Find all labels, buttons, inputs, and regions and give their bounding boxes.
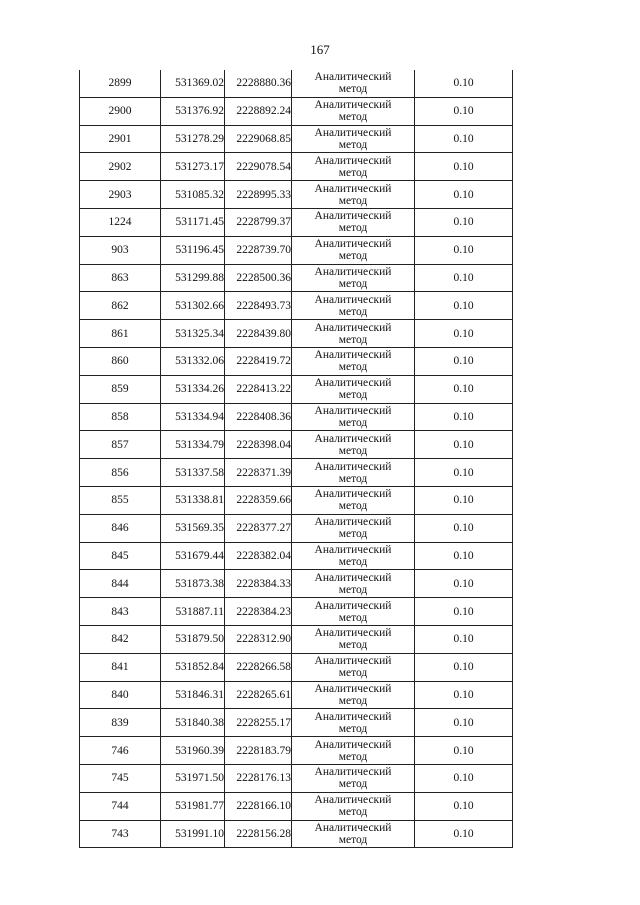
y-coordinate-cell: 2228419.72 — [225, 347, 292, 375]
method-label-line1: Аналитический — [314, 238, 392, 251]
x-coordinate-cell: 531338.81 — [161, 486, 225, 514]
method-label-line1: Аналитический — [314, 599, 392, 612]
x-coordinate-cell: 531873.38 — [161, 570, 225, 598]
method-cell — [292, 542, 415, 570]
y-coordinate-cell: 2228880.36 — [225, 70, 292, 97]
y-coordinate-cell: 2229078.54 — [225, 153, 292, 181]
error-value-cell: 0.10 — [415, 542, 513, 570]
x-coordinate-cell: 531171.45 — [161, 208, 225, 236]
point-number-cell: 856 — [80, 459, 161, 487]
x-coordinate-cell: 531334.79 — [161, 431, 225, 459]
method-cell — [292, 764, 415, 792]
method-label-line1: Аналитический — [314, 71, 392, 84]
table-row — [80, 375, 513, 403]
method-label-line1: Аналитический — [314, 321, 392, 334]
method-label-line2: метод — [338, 639, 368, 652]
method-label-line1: Аналитический — [314, 738, 392, 751]
point-number-cell: 1224 — [80, 208, 161, 236]
point-number-cell: 839 — [80, 709, 161, 737]
method-label-line2: метод — [338, 138, 368, 151]
table-row — [80, 459, 513, 487]
x-coordinate-cell: 531960.39 — [161, 737, 225, 765]
method-cell — [292, 292, 415, 320]
y-coordinate-cell: 2228384.33 — [225, 570, 292, 598]
table-row — [80, 125, 513, 153]
table-row — [80, 153, 513, 181]
error-value-cell: 0.10 — [415, 208, 513, 236]
point-number-cell: 2901 — [80, 125, 161, 153]
method-label-line1: Аналитический — [314, 432, 392, 445]
method-label-line2: метод — [338, 694, 368, 707]
error-value-cell: 0.10 — [415, 570, 513, 598]
table-row — [80, 347, 513, 375]
x-coordinate-cell: 531887.11 — [161, 598, 225, 626]
method-cell — [292, 70, 415, 97]
table-row — [80, 181, 513, 209]
table-row — [80, 625, 513, 653]
y-coordinate-cell: 2228799.37 — [225, 208, 292, 236]
y-coordinate-cell: 2228439.80 — [225, 320, 292, 348]
method-cell — [292, 403, 415, 431]
method-label-line2: метод — [338, 444, 368, 457]
x-coordinate-cell: 531334.26 — [161, 375, 225, 403]
method-label-line2: метод — [338, 611, 368, 624]
point-number-cell: 2899 — [80, 70, 161, 97]
x-coordinate-cell: 531369.02 — [161, 70, 225, 97]
method-label-line1: Аналитический — [314, 404, 392, 417]
error-value-cell: 0.10 — [415, 375, 513, 403]
method-label-line1: Аналитический — [314, 821, 392, 834]
error-value-cell: 0.10 — [415, 598, 513, 626]
table-row — [80, 764, 513, 792]
point-number-cell: 746 — [80, 737, 161, 765]
point-number-cell: 855 — [80, 486, 161, 514]
error-value-cell: 0.10 — [415, 403, 513, 431]
error-value-cell: 0.10 — [415, 236, 513, 264]
y-coordinate-cell: 2228359.66 — [225, 486, 292, 514]
x-coordinate-cell: 531981.77 — [161, 792, 225, 820]
method-cell — [292, 681, 415, 709]
error-value-cell: 0.10 — [415, 153, 513, 181]
point-number-cell: 858 — [80, 403, 161, 431]
point-number-cell: 845 — [80, 542, 161, 570]
x-coordinate-cell: 531337.58 — [161, 459, 225, 487]
method-label-line1: Аналитический — [314, 516, 392, 529]
coordinates-table — [79, 70, 513, 848]
error-value-cell: 0.10 — [415, 737, 513, 765]
error-value-cell: 0.10 — [415, 264, 513, 292]
y-coordinate-cell: 2228408.36 — [225, 403, 292, 431]
point-number-cell: 843 — [80, 598, 161, 626]
y-coordinate-cell: 2228176.13 — [225, 764, 292, 792]
y-coordinate-cell: 2228739.70 — [225, 236, 292, 264]
error-value-cell: 0.10 — [415, 625, 513, 653]
method-cell — [292, 653, 415, 681]
method-label-line1: Аналитический — [314, 794, 392, 807]
x-coordinate-cell: 531840.38 — [161, 709, 225, 737]
method-label-line1: Аналитический — [314, 682, 392, 695]
method-label-line2: метод — [338, 361, 368, 374]
error-value-cell: 0.10 — [415, 820, 513, 848]
error-value-cell: 0.10 — [415, 347, 513, 375]
table-row — [80, 514, 513, 542]
error-value-cell: 0.10 — [415, 709, 513, 737]
table-row — [80, 97, 513, 125]
table-row — [80, 208, 513, 236]
error-value-cell: 0.10 — [415, 181, 513, 209]
y-coordinate-cell: 2228892.24 — [225, 97, 292, 125]
y-coordinate-cell: 2228382.04 — [225, 542, 292, 570]
table-row — [80, 403, 513, 431]
x-coordinate-cell: 531334.94 — [161, 403, 225, 431]
method-label-line2: метод — [338, 250, 368, 263]
table-row — [80, 542, 513, 570]
method-label-line2: метод — [338, 222, 368, 235]
method-label-line1: Аналитический — [314, 377, 392, 390]
method-cell — [292, 431, 415, 459]
method-label-line2: метод — [338, 806, 368, 819]
method-cell — [292, 737, 415, 765]
method-label-line2: метод — [338, 750, 368, 763]
method-label-line2: метод — [338, 389, 368, 402]
error-value-cell: 0.10 — [415, 514, 513, 542]
y-coordinate-cell: 2228377.27 — [225, 514, 292, 542]
x-coordinate-cell: 531325.34 — [161, 320, 225, 348]
method-label-line2: метод — [338, 111, 368, 124]
method-label-line2: метод — [338, 667, 368, 680]
y-coordinate-cell: 2228398.04 — [225, 431, 292, 459]
method-cell — [292, 236, 415, 264]
point-number-cell: 2903 — [80, 181, 161, 209]
method-label-line2: метод — [338, 833, 368, 846]
method-label-line1: Аналитический — [314, 182, 392, 195]
method-label-line2: метод — [338, 472, 368, 485]
error-value-cell: 0.10 — [415, 486, 513, 514]
method-label-line1: Аналитический — [314, 293, 392, 306]
method-cell — [292, 97, 415, 125]
method-label-line2: метод — [338, 194, 368, 207]
point-number-cell: 863 — [80, 264, 161, 292]
table-row — [80, 486, 513, 514]
method-cell — [292, 320, 415, 348]
page-number: 167 — [310, 42, 330, 57]
error-value-cell: 0.10 — [415, 653, 513, 681]
error-value-cell: 0.10 — [415, 292, 513, 320]
method-label-line2: метод — [338, 583, 368, 596]
method-label-line1: Аналитический — [314, 488, 392, 501]
method-label-line1: Аналитический — [314, 460, 392, 473]
x-coordinate-cell: 531569.35 — [161, 514, 225, 542]
method-label-line2: метод — [338, 333, 368, 346]
method-label-line1: Аналитический — [314, 210, 392, 223]
method-cell — [292, 709, 415, 737]
coordinates-table-body — [80, 70, 513, 848]
y-coordinate-cell: 2228371.39 — [225, 459, 292, 487]
x-coordinate-cell: 531196.45 — [161, 236, 225, 264]
table-row — [80, 820, 513, 848]
point-number-cell: 844 — [80, 570, 161, 598]
point-number-cell: 841 — [80, 653, 161, 681]
point-number-cell: 2902 — [80, 153, 161, 181]
x-coordinate-cell: 531278.29 — [161, 125, 225, 153]
x-coordinate-cell: 531332.06 — [161, 347, 225, 375]
table-row — [80, 70, 513, 97]
method-label-line2: метод — [338, 416, 368, 429]
y-coordinate-cell: 2228384.23 — [225, 598, 292, 626]
point-number-cell: 903 — [80, 236, 161, 264]
method-label-line2: метод — [338, 305, 368, 318]
method-cell — [292, 598, 415, 626]
point-number-cell: 860 — [80, 347, 161, 375]
x-coordinate-cell: 531879.50 — [161, 625, 225, 653]
method-label-line1: Аналитический — [314, 126, 392, 139]
method-cell — [292, 486, 415, 514]
method-label-line2: метод — [338, 528, 368, 541]
error-value-cell: 0.10 — [415, 792, 513, 820]
error-value-cell: 0.10 — [415, 681, 513, 709]
table-row — [80, 598, 513, 626]
point-number-cell: 745 — [80, 764, 161, 792]
table-row — [80, 737, 513, 765]
point-number-cell: 2900 — [80, 97, 161, 125]
y-coordinate-cell: 2229068.85 — [225, 125, 292, 153]
x-coordinate-cell: 531679.44 — [161, 542, 225, 570]
table-row — [80, 653, 513, 681]
method-label-line1: Аналитический — [314, 154, 392, 167]
x-coordinate-cell: 531376.92 — [161, 97, 225, 125]
method-cell — [292, 375, 415, 403]
method-label-line2: метод — [338, 778, 368, 791]
method-cell — [292, 792, 415, 820]
error-value-cell: 0.10 — [415, 320, 513, 348]
table-row — [80, 236, 513, 264]
method-cell — [292, 153, 415, 181]
method-label-line2: метод — [338, 500, 368, 513]
method-label-line1: Аналитический — [314, 543, 392, 556]
method-label-line1: Аналитический — [314, 655, 392, 668]
error-value-cell: 0.10 — [415, 459, 513, 487]
method-cell — [292, 181, 415, 209]
y-coordinate-cell: 2228183.79 — [225, 737, 292, 765]
method-label-line2: метод — [338, 166, 368, 179]
y-coordinate-cell: 2228312.90 — [225, 625, 292, 653]
method-label-line1: Аналитический — [314, 710, 392, 723]
method-label-line2: метод — [338, 555, 368, 568]
method-cell — [292, 820, 415, 848]
error-value-cell: 0.10 — [415, 97, 513, 125]
x-coordinate-cell: 531971.50 — [161, 764, 225, 792]
method-cell — [292, 514, 415, 542]
point-number-cell: 862 — [80, 292, 161, 320]
x-coordinate-cell: 531991.10 — [161, 820, 225, 848]
x-coordinate-cell: 531302.66 — [161, 292, 225, 320]
table-row — [80, 709, 513, 737]
y-coordinate-cell: 2228265.61 — [225, 681, 292, 709]
method-label-line1: Аналитический — [314, 766, 392, 779]
table-row — [80, 570, 513, 598]
y-coordinate-cell: 2228995.33 — [225, 181, 292, 209]
x-coordinate-cell: 531852.84 — [161, 653, 225, 681]
y-coordinate-cell: 2228493.73 — [225, 292, 292, 320]
method-label-line2: метод — [338, 277, 368, 290]
method-cell — [292, 264, 415, 292]
method-cell — [292, 347, 415, 375]
method-label-line1: Аналитический — [314, 99, 392, 112]
method-label-line1: Аналитический — [314, 349, 392, 362]
error-value-cell: 0.10 — [415, 764, 513, 792]
x-coordinate-cell: 531846.31 — [161, 681, 225, 709]
y-coordinate-cell: 2228156.28 — [225, 820, 292, 848]
method-label-line2: метод — [338, 722, 368, 735]
method-cell — [292, 125, 415, 153]
table-row — [80, 681, 513, 709]
method-label-line2: метод — [338, 83, 368, 96]
method-cell — [292, 625, 415, 653]
method-cell — [292, 459, 415, 487]
y-coordinate-cell: 2228166.10 — [225, 792, 292, 820]
table-row — [80, 431, 513, 459]
point-number-cell: 840 — [80, 681, 161, 709]
error-value-cell: 0.10 — [415, 431, 513, 459]
y-coordinate-cell: 2228266.58 — [225, 653, 292, 681]
y-coordinate-cell: 2228413.22 — [225, 375, 292, 403]
method-cell — [292, 208, 415, 236]
x-coordinate-cell: 531299.88 — [161, 264, 225, 292]
point-number-cell: 744 — [80, 792, 161, 820]
method-label-line1: Аналитический — [314, 265, 392, 278]
y-coordinate-cell: 2228500.36 — [225, 264, 292, 292]
point-number-cell: 743 — [80, 820, 161, 848]
error-value-cell: 0.10 — [415, 70, 513, 97]
method-label-line1: Аналитический — [314, 571, 392, 584]
point-number-cell: 859 — [80, 375, 161, 403]
table-row — [80, 792, 513, 820]
method-cell — [292, 570, 415, 598]
point-number-cell: 857 — [80, 431, 161, 459]
x-coordinate-cell: 531273.17 — [161, 153, 225, 181]
y-coordinate-cell: 2228255.17 — [225, 709, 292, 737]
method-label-line1: Аналитический — [314, 627, 392, 640]
point-number-cell: 861 — [80, 320, 161, 348]
table-row — [80, 264, 513, 292]
table-row — [80, 320, 513, 348]
point-number-cell: 842 — [80, 625, 161, 653]
point-number-cell: 846 — [80, 514, 161, 542]
table-row — [80, 292, 513, 320]
error-value-cell: 0.10 — [415, 125, 513, 153]
x-coordinate-cell: 531085.32 — [161, 181, 225, 209]
